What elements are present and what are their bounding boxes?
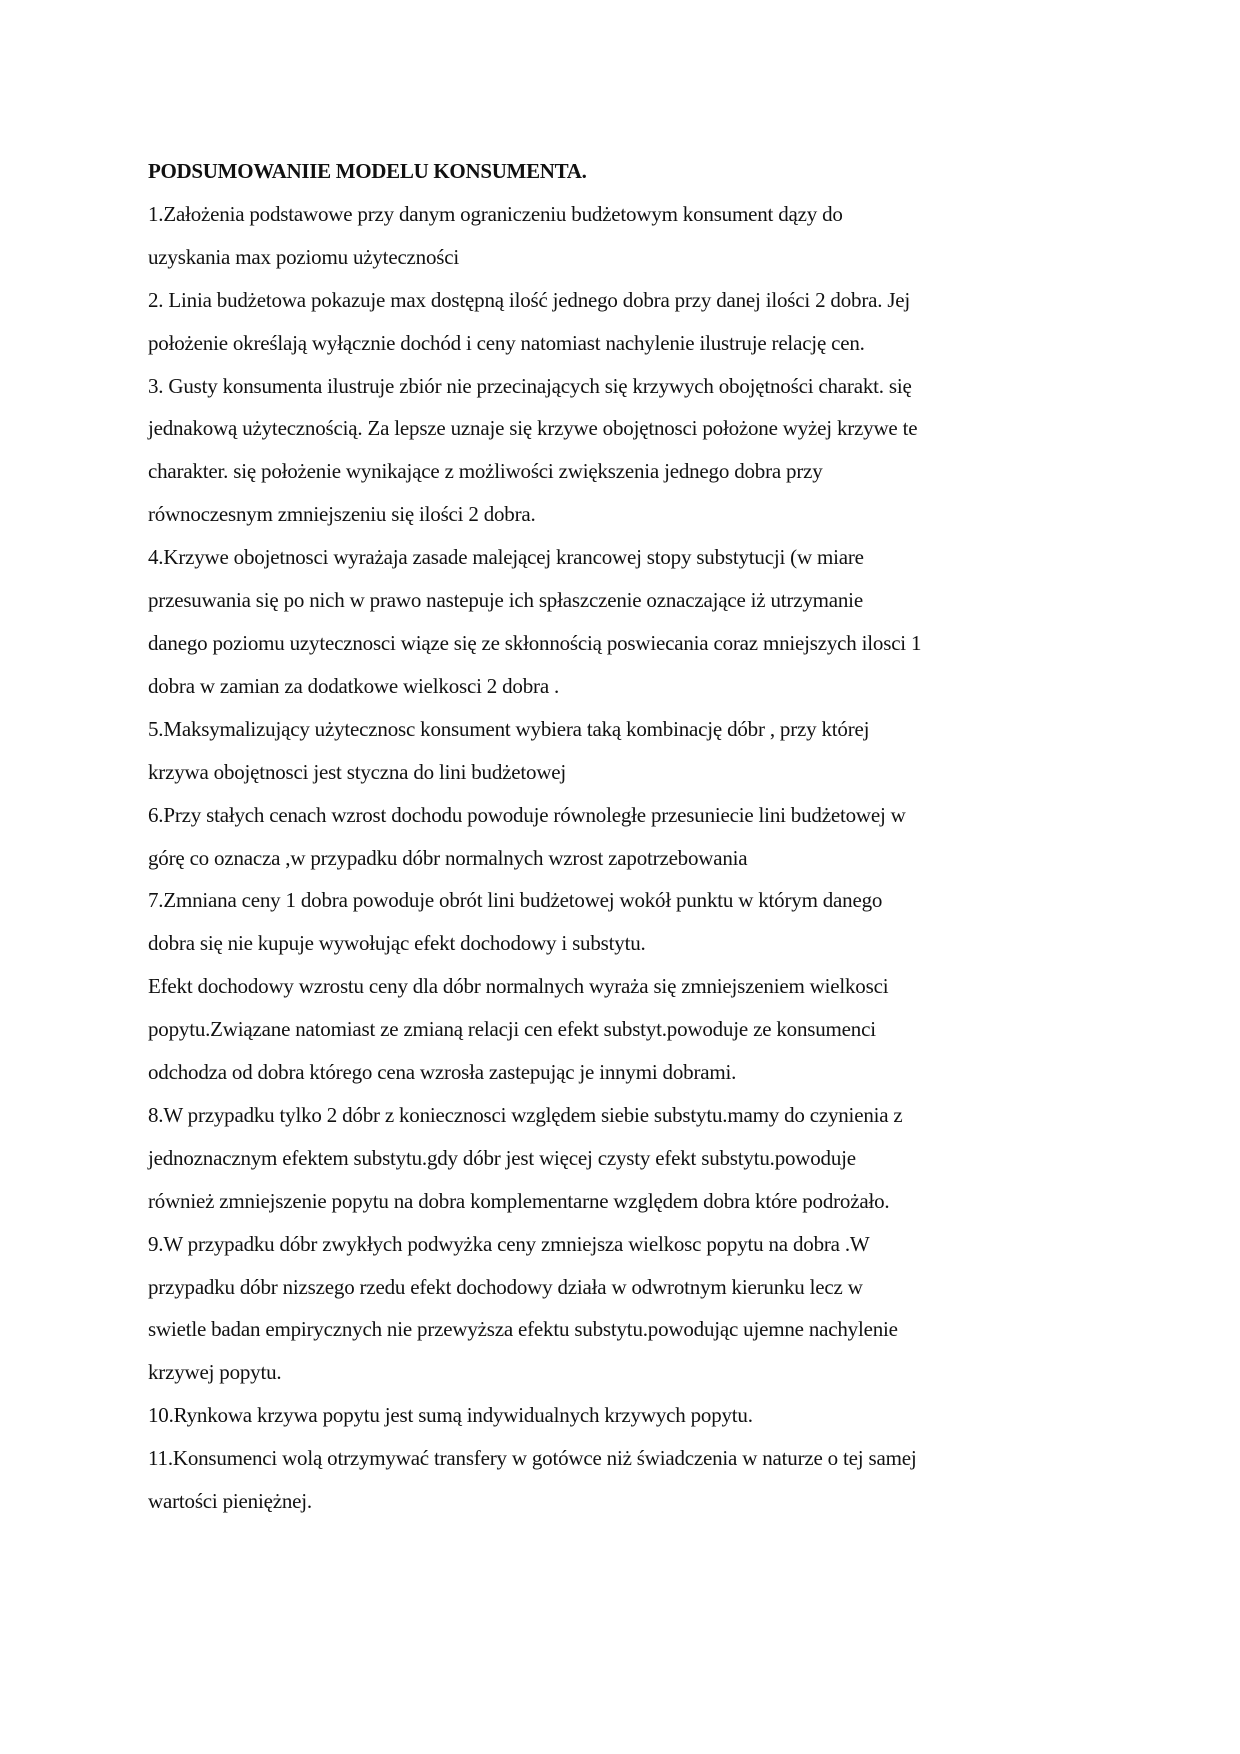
- text-line: swietle badan empirycznych nie przewyższa efektu substytu.powodując ujemne nachylenie: [148, 1317, 898, 1342]
- text-line: 7.Zmniana ceny 1 dobra powoduje obrót lini budżetowej wokół punktu w którym danego: [148, 888, 883, 913]
- text-line: górę co oznacza ,w przypadku dóbr normalnych wzrost zapotrzebowania: [148, 845, 748, 870]
- text-line: 6.Przy stałych cenach wzrost dochodu powoduje równoległe przesuniecie lini budżetowej w: [148, 802, 906, 827]
- text-line: 8.W przypadku tylko 2 dóbr z koniecznosci względem siebie substytu.mamy do czynienia z: [148, 1102, 903, 1127]
- text-line: równoczesnym zmniejszeniu się ilości 2 dobra.: [148, 502, 536, 527]
- text-line: przesuwania się po nich w prawo nastepuje ich spłaszczenie oznaczające iż utrzymanie: [148, 588, 863, 613]
- text-line: jednoznacznym efektem substytu.gdy dóbr jest więcej czysty efekt substytu.powoduje: [148, 1145, 856, 1170]
- text-line: 5.Maksymalizujący użytecznosc konsument wybiera taką kombinację dóbr , przy której: [148, 716, 870, 741]
- text-line: 2. Linia budżetowa pokazuje max dostępną ilość jednego dobra przy danej ilości 2 dobra. Jej: [148, 287, 911, 312]
- text-line: przypadku dóbr nizszego rzedu efekt dochodowy działa w odwrotnym kierunku lecz w: [148, 1274, 863, 1299]
- text-line: 3. Gusty konsumenta ilustruje zbiór nie przecinających się krzywych obojętności charakt. się: [148, 373, 912, 398]
- text-line: charakter. się położenie wynikające z możliwości zwiększenia jednego dobra przy: [148, 459, 823, 484]
- text-line: położenie określają wyłącznie dochód i ceny natomiast nachylenie ilustruje relację cen.: [148, 330, 865, 355]
- text-line: 4.Krzywe obojetnosci wyrażaja zasade malejącej krancowej stopy substytucji (w miare: [148, 545, 864, 570]
- text-line: dobra się nie kupuje wywołując efekt dochodowy i substytu.: [148, 931, 646, 956]
- text-line: Efekt dochodowy wzrostu ceny dla dóbr normalnych wyraża się zmniejszeniem wielkosci: [148, 974, 889, 999]
- document-body: [148, 150, 1098, 1523]
- text-line: 9.W przypadku dóbr zwykłych podwyżka ceny zmniejsza wielkosc popytu na dobra .W: [148, 1231, 870, 1256]
- text-line: dobra w zamian za dodatkowe wielkosci 2 dobra .: [148, 673, 560, 698]
- text-line: 10.Rynkowa krzywa popytu jest sumą indywidualnych krzywych popytu.: [148, 1403, 753, 1428]
- text-line: uzyskania max poziomu użyteczności: [148, 244, 460, 269]
- text-line: wartości pieniężnej.: [148, 1489, 312, 1514]
- text-line: odchodza od dobra którego cena wzrosła zastepując je innymi dobrami.: [148, 1060, 737, 1085]
- text-line: 11.Konsumenci wolą otrzymywać transfery w gotówce niż świadczenia w naturze o tej samej: [148, 1446, 917, 1471]
- text-line: również zmniejszenie popytu na dobra komplementarne względem dobra które podrożało.: [148, 1188, 890, 1213]
- text-line: krzywej popytu.: [148, 1360, 282, 1385]
- text-line: jednakową użytecznością. Za lepsze uznaje się krzywe obojętnosci położone wyżej krzywe te: [148, 416, 918, 441]
- document-title: PODSUMOWANIIE MODELU KONSUMENTA.: [148, 159, 587, 183]
- text-line: popytu.Związane natomiast ze zmianą relacji cen efekt substyt.powoduje ze konsumenci: [148, 1017, 876, 1042]
- text-line: krzywa obojętnosci jest styczna do lini budżetowej: [148, 759, 567, 784]
- text-line: 1.Założenia podstawowe przy danym ograniczeniu budżetowym konsument dązy do: [148, 201, 843, 226]
- text-line: danego poziomu uzytecznosci wiąze się ze skłonnością poswiecania coraz mniejszych ilosci 1: [148, 630, 922, 655]
